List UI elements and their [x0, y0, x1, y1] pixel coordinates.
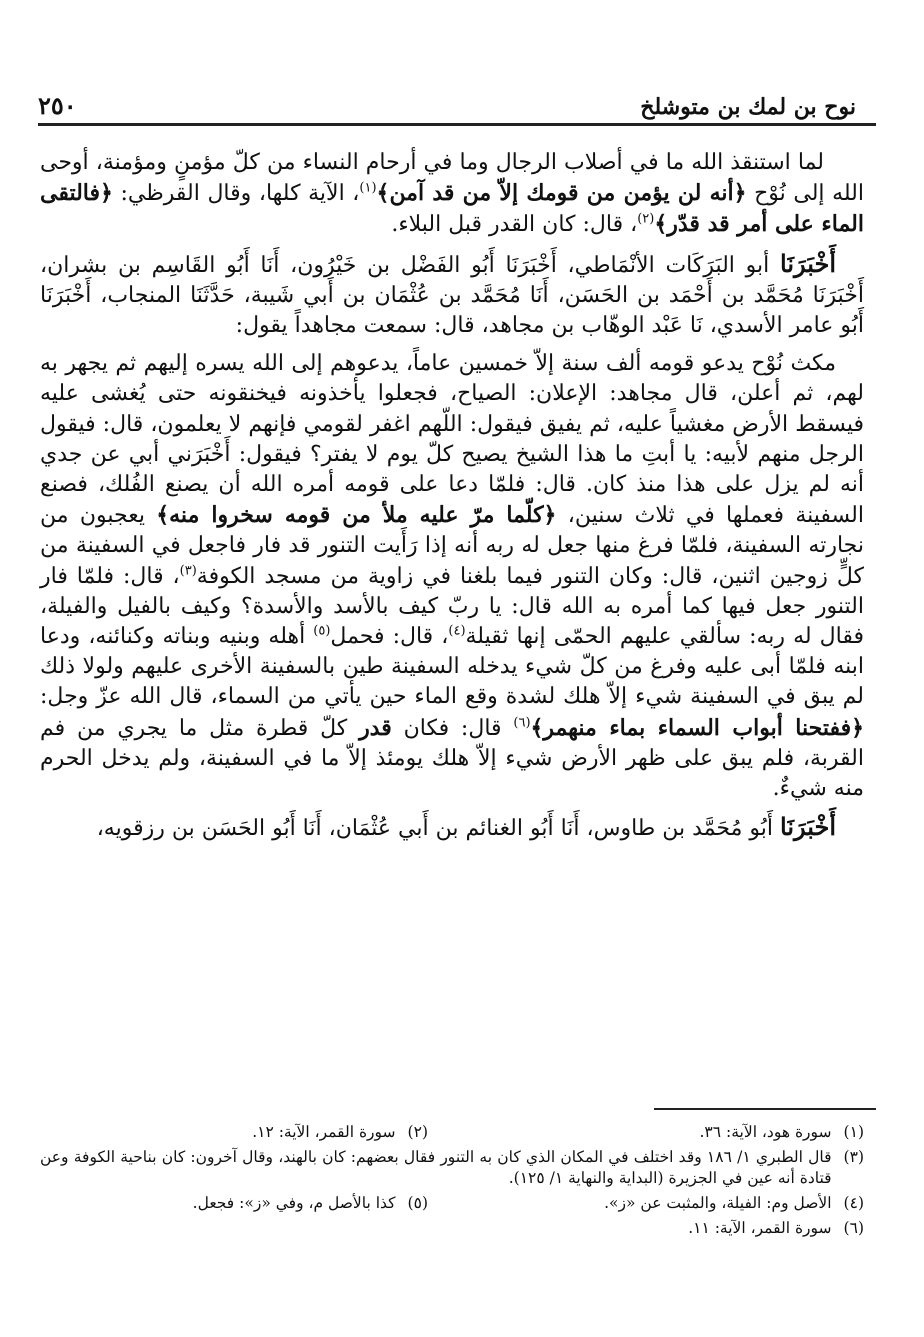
text-run: أَبُو مُحَمَّد بن طاوس، أَنَا أَبُو الغنائم بن أَبي عُثْمَان، أَنَا أَبُو الحَسَن بن رزقويه،: [96, 816, 781, 842]
page-header: [38, 80, 856, 120]
footnote-ref: (٤): [448, 623, 466, 639]
footnote-ref: (٢): [637, 212, 655, 228]
footnote-ref: (٣): [179, 563, 197, 579]
footnote-number: (٦): [843, 1219, 864, 1237]
text-run: ، قال: فحمل: [330, 624, 449, 650]
text-run: يعجبون من نجارته السفينة، فلمّا فرغ منها جعل له ربه أنه إذا رَأَيت التنور قد فار فاجعل في السفينة من كلٍّ زوجين اثنين، قال: وكان التنور فيما بلغنا في زاوية من مسجد الكوفة: [40, 503, 864, 589]
footnote-ref: (٦): [513, 715, 531, 731]
footnote-6: [40, 1218, 864, 1239]
quran-quote: ﴿كلّما مرّ عليه ملأ من قومه سخروا منه﴾: [156, 502, 557, 529]
quran-quote: قدر: [359, 714, 392, 741]
footnote-1: [428, 1122, 864, 1143]
text-run: أهله وبنيه وبناته وكنائنه، ودعا ابنه فلمّا أبى عليه وفرغ من كلّ شيء يدخله السفينة طين بالسفينة الأخرى عليهم ولولا ذلك لم يبق في السفينة شيء إلاّ هلك لشدة وقع الماء حين يأتي من السماء، قال الله عزّ وجل:: [40, 624, 864, 710]
footnote-number: (٤): [843, 1194, 864, 1212]
footnote-5: [193, 1193, 428, 1214]
quran-quote: ﴿فالتقى الماء على أمر قد قدّر﴾: [40, 180, 864, 238]
isnad-lead-word: أَخْبَرَنَا: [780, 812, 836, 842]
footnote-number: (١): [843, 1123, 864, 1141]
text-run: ، قال: فلمّا فار التنور جعل فيها كما أمره به الله قال: يا ربّ كيف بالأسد والأسدة؟ وكيف بالفيل والفيلة، فقال له ربه: سألقي عليهم الحمّى إنها ثقيلة: [40, 563, 864, 650]
running-title: نوح بن لمك بن متوشلخ: [640, 94, 856, 120]
text-run: ، قال: كان القدر قبل البلاء.: [391, 212, 638, 238]
text-run: كلّ قطرة مثل ما يجري من فم القربة، فلم يبق على ظهر الأرض شيء إلاّ هلك يومئذ إلاّ ما في السفينة، ولم يدخل الحرم منه شيءٌ.: [40, 715, 864, 802]
footnote-row: [40, 1122, 864, 1143]
footnote-text: الأصل وم: الفيلة، والمثبت عن «ز».: [604, 1194, 832, 1212]
paragraph: [40, 812, 864, 844]
footnote-row: [40, 1193, 864, 1214]
footnote-text: قال الطبري ١/ ١٨٦ وقد اختلف في المكان الذي كان به التنور فقال بعضهم: كان بالهند، وقال آخرون: كان بناحية الكوفة وعن قتادة أنه عين في الجزيرة (البداية والنهاية ١/ ١٢٥).: [40, 1148, 832, 1187]
text-run: ، الآية كلها، وقال القرظي:: [112, 181, 360, 207]
footnote-4: [428, 1193, 864, 1214]
body-text: [40, 148, 864, 852]
text-run: مكث نُوْح يدعو قومه ألف سنة إلاّ خمسين عاماً، يدعوهم إلى الله يسره إليهم ثم يجهر به لهم، ثم أعلن، قال مجاهد: الإعلان: الصياح، فجعلوا يأخذونه فيخنقونه حتى يُغشى عليه فيسقط الأرض مغشياً عليه، ثم يفيق فيقول: اللّهم اغفر لقومي فإنهم لا يعلمون، قال: فيقول الرجل منهم لأبيه: يا أبتِ ما هذا الشيخ يصيح كلّ يوم لا يفتر؟ فيقول: أَخْبَرَني أبي عن جدي أنه لم يزل على هذا منذ كان. قال: فلمّا دعا على قومه أمره الله أن يصنع الفُلك، فصنع السفينة فعملها في ثلاث سنين،: [40, 351, 864, 529]
paragraph: [40, 249, 864, 342]
footnote-rule: [654, 1108, 876, 1110]
quran-quote: ﴿ففتحنا أبواب السماء بماء منهمر﴾: [530, 714, 865, 741]
footnote-number: (٢): [407, 1123, 428, 1141]
paragraph: [40, 148, 864, 241]
footnote-text: سورة هود، الآية: ٣٦.: [699, 1123, 832, 1141]
footnote-number: (٥): [407, 1194, 428, 1212]
footnote-text: كذا بالأصل م، وفي «ز»: فجعل.: [192, 1194, 396, 1212]
footnote-text: سورة القمر، الآية: ١١.: [688, 1219, 832, 1237]
isnad-lead-word: أَخْبَرَنَا: [780, 248, 836, 278]
footnote-3: [40, 1147, 864, 1189]
text-run: قال: فكان: [391, 715, 514, 741]
footnote-number: (٣): [843, 1148, 864, 1166]
footnote-text: سورة القمر، الآية: ١٢.: [252, 1123, 396, 1141]
footnote-2: [252, 1122, 428, 1143]
footnote-ref: (١): [359, 180, 377, 196]
footnotes: [40, 1122, 864, 1243]
header-rule: [38, 123, 876, 126]
footnote-ref: (٥): [313, 623, 331, 639]
paragraph: [40, 349, 864, 804]
page-number: ٢٥٠: [38, 91, 77, 120]
quran-quote: ﴿أنه لن يؤمن من قومك إلاّ من قد آمن﴾: [376, 180, 747, 207]
text-run: لما استنقذ الله ما في أصلاب الرجال وما في أرحام النساء من كلّ مؤمنٍ ومؤمنة، أوحى الله إلى نُوْح: [40, 150, 864, 207]
text-run: أبو البَرَكَات الأنْمَاطي، أَخْبَرَنَا أَبُو الفَضْل بن خَيْرُون، أَنَا أَبُو القَاسِم بن بشران، أَخْبَرَنَا مُحَمَّد بن أَحْمَد بن الحَسَن، أَنَا مُحَمَّد بن عُثْمَان بن أَبي شَيبة، حَدَّثَنَا المنجاب، أَخْبَرَنَا أَبُو عامر الأسدي، نَا عَبْد الوهّاب بن مجاهد، قال: سمعت مجاهداً يقول:: [40, 252, 864, 339]
